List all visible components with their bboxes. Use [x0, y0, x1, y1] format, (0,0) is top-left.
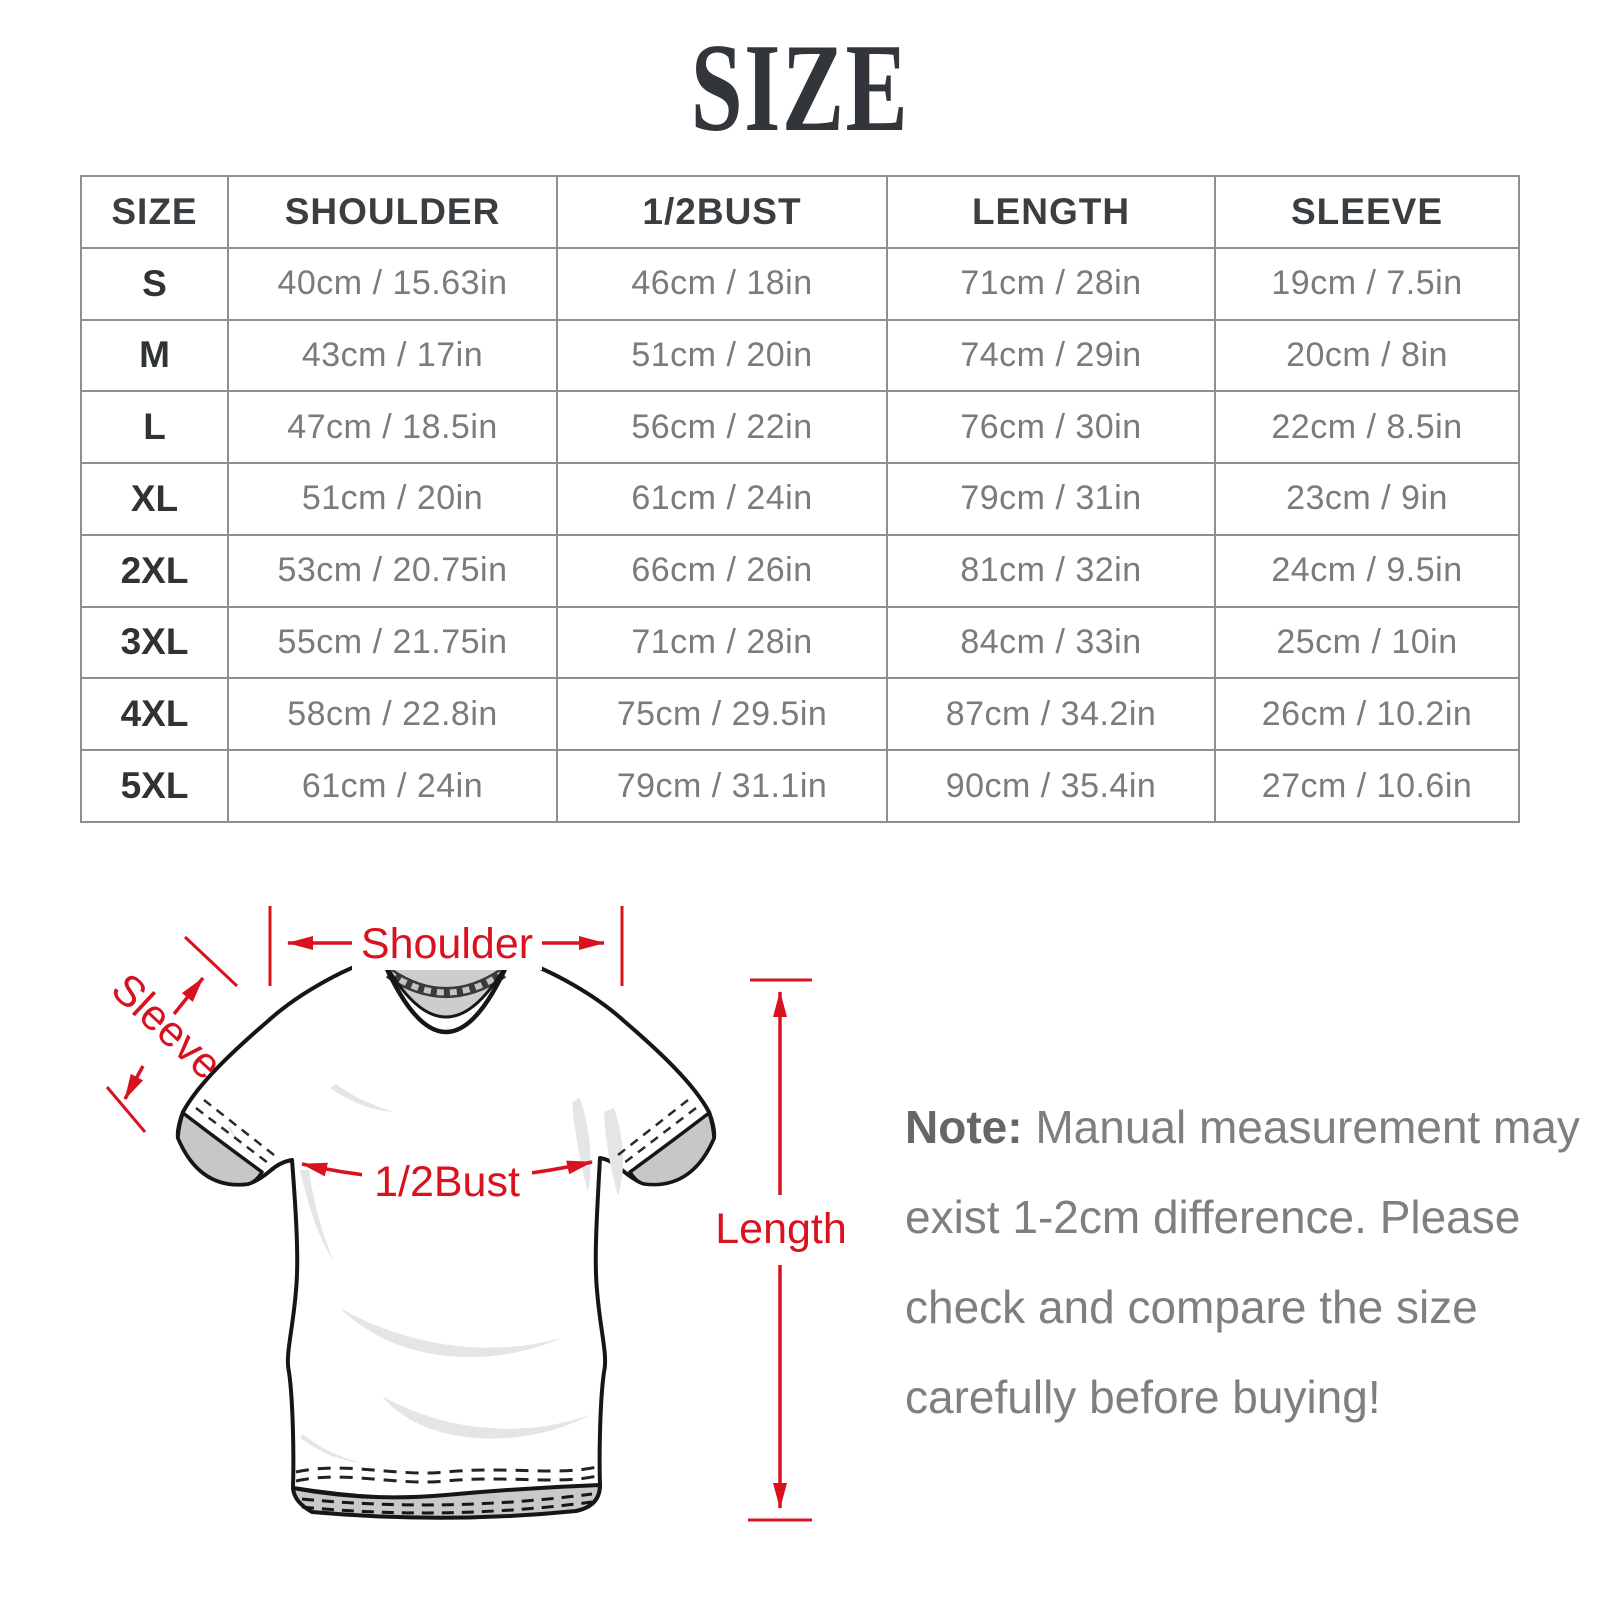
table-row [81, 463, 1519, 535]
note-text [905, 1082, 1580, 1442]
table-row [81, 607, 1519, 679]
sleeve-value: 22cm / 8.5in [1215, 391, 1519, 463]
table-row [81, 678, 1519, 750]
table-row [81, 391, 1519, 463]
length-value: 74cm / 29in [887, 320, 1215, 392]
shoulder-label: Shoulder [360, 920, 534, 968]
table-header-row [81, 176, 1519, 248]
size-label: M [81, 320, 228, 392]
bust-value: 79cm / 31.1in [557, 750, 887, 822]
sleeve-value: 19cm / 7.5in [1215, 248, 1519, 320]
shoulder-value: 58cm / 22.8in [228, 678, 557, 750]
table-row [81, 535, 1519, 607]
shoulder-value: 55cm / 21.75in [228, 607, 557, 679]
sleeve-value: 23cm / 9in [1215, 463, 1519, 535]
column-header-sleeve: SLEEVE [1215, 176, 1519, 248]
size-label: 3XL [81, 607, 228, 679]
sleeve-value: 20cm / 8in [1215, 320, 1519, 392]
size-label: 2XL [81, 535, 228, 607]
column-header-shoulder: SHOULDER [228, 176, 557, 248]
bust-value: 56cm / 22in [557, 391, 887, 463]
note-line-text: Manual measurement may [1035, 1101, 1580, 1153]
sleeve-value: 26cm / 10.2in [1215, 678, 1519, 750]
note-label: Note: [905, 1101, 1023, 1153]
note-line: exist 1-2cm difference. Please [905, 1191, 1521, 1243]
bust-value: 46cm / 18in [557, 248, 887, 320]
shoulder-value: 43cm / 17in [228, 320, 557, 392]
length-value: 84cm / 33in [887, 607, 1215, 679]
shoulder-value: 51cm / 20in [228, 463, 557, 535]
length-value: 81cm / 32in [887, 535, 1215, 607]
table-row [81, 320, 1519, 392]
length-value: 79cm / 31in [887, 463, 1215, 535]
tshirt-outline [178, 926, 714, 1518]
size-label: 5XL [81, 750, 228, 822]
sleeve-label: Sleeve [102, 964, 231, 1090]
size-label: L [81, 391, 228, 463]
table-row [81, 750, 1519, 822]
shoulder-value: 61cm / 24in [228, 750, 557, 822]
sleeve-value: 27cm / 10.6in [1215, 750, 1519, 822]
column-header-size: SIZE [81, 176, 228, 248]
note-line: check and compare the size [905, 1281, 1478, 1333]
size-label: 4XL [81, 678, 228, 750]
table-row [81, 248, 1519, 320]
column-header-bust: 1/2BUST [557, 176, 887, 248]
bust-value: 51cm / 20in [557, 320, 887, 392]
note-line: carefully before buying! [905, 1371, 1381, 1423]
shoulder-value: 47cm / 18.5in [228, 391, 557, 463]
bust-value: 66cm / 26in [557, 535, 887, 607]
size-label: XL [81, 463, 228, 535]
page-title: SIZE [690, 19, 910, 158]
length-value: 87cm / 34.2in [887, 678, 1215, 750]
length-value: 90cm / 35.4in [887, 750, 1215, 822]
column-header-length: LENGTH [887, 176, 1215, 248]
shoulder-value: 40cm / 15.63in [228, 248, 557, 320]
size-label: S [81, 248, 228, 320]
shoulder-value: 53cm / 20.75in [228, 535, 557, 607]
tshirt-diagram [0, 840, 900, 1600]
sleeve-value: 24cm / 9.5in [1215, 535, 1519, 607]
bust-value: 71cm / 28in [557, 607, 887, 679]
bust-label: 1/2Bust [374, 1158, 520, 1206]
sleeve-value: 25cm / 10in [1215, 607, 1519, 679]
bust-value: 75cm / 29.5in [557, 678, 887, 750]
length-label: Length [715, 1205, 847, 1253]
note-line [905, 1082, 1580, 1172]
bust-value: 61cm / 24in [557, 463, 887, 535]
size-table [80, 175, 1520, 823]
length-value: 76cm / 30in [887, 391, 1215, 463]
length-value: 71cm / 28in [887, 248, 1215, 320]
